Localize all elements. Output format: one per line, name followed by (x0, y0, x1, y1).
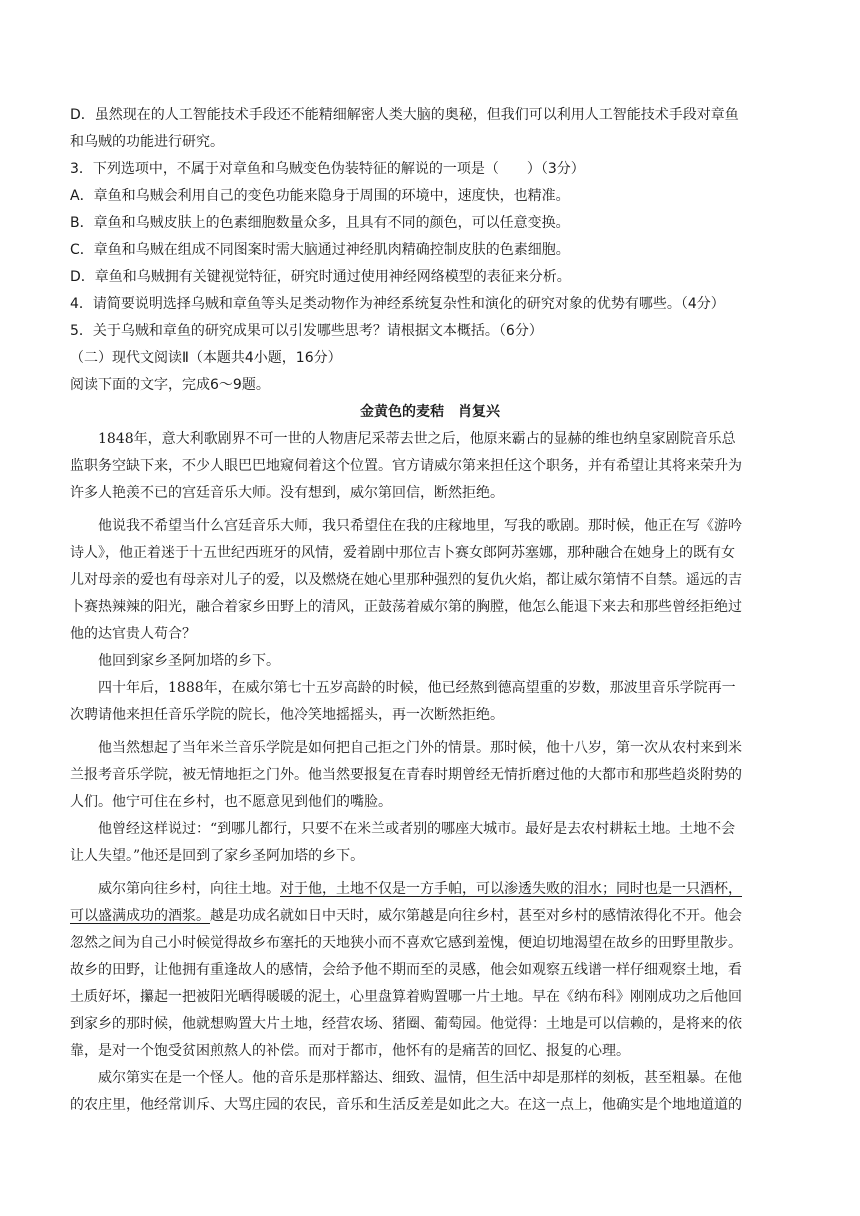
paragraph-7-line-6: 到家乡的那时候，他就想购置大片土地，经营农场、猪圈、葡萄园。他觉得：土地是可以信赖的，是将来的依 (70, 1016, 742, 1032)
paragraph-7-line-2 (70, 905, 792, 927)
paragraph-2-line-3: 儿对母亲的爱也有母亲对儿子的爱，以及燃烧在她心里那种强烈的复仇火焰，都让威尔第情不自禁。遥远的吉 (70, 572, 742, 588)
paragraph-1-line-3: 许多人艳羡不已的宫廷音乐大师。没有想到，威尔第回信，断然拒绝。 (70, 485, 504, 501)
paragraph-6-line-1: 他曾经这样说过：“到哪儿都行，只要不在米兰或者别的哪座大城市。最好是去农村耕耘土地。土地不会 (98, 821, 736, 837)
paragraph-6-line-2: 让人失望。”他还是回到了家乡圣阿加塔的乡下。 (70, 848, 365, 864)
paragraph-7-lead: 威尔第向往乡村，向往土地。 (98, 881, 280, 897)
paragraph-8-line-1: 威尔第实在是一个怪人。他的音乐是那样豁达、细致、温情，但生活中却是那样的刻板，甚至粗暴。在他 (98, 1070, 742, 1086)
q3-option-c: C．章鱼和乌贼在组成不同图案时需大脑通过神经肌肉精确控制皮肤的色素细胞。 (70, 242, 570, 258)
article-title: 金黄色的麦秸 肖复兴 (360, 404, 500, 420)
paragraph-7-line-4: 故乡的田野，让他拥有重逢故人的感情，会给予他不期而至的灵感，他会如观察五线谱一样仔细观察土地，看 (70, 962, 742, 978)
paragraph-2-line-1: 他说我不希望当什么宫廷音乐大师，我只希望住在我的庄稼地里，写我的歌剧。那时候，他正在写《游吟 (98, 518, 742, 534)
q2-option-d-line-2: 和乌贼的功能进行研究。 (70, 134, 224, 150)
paragraph-5-line-1: 他当然想起了当年米兰音乐学院是如何把自己拒之门外的情景。那时候，他十八岁，第一次从农村来到米 (98, 740, 742, 756)
q2-option-d-line-1: D．虽然现在的人工智能技术手段还不能精细解密人类大脑的奥秘，但我们可以利用人工智能技术手段对章鱼 (70, 107, 739, 123)
q3-stem: 3．下列选项中，不属于对章鱼和乌贼变色伪装特征的解说的一项是（ ）（3分） (70, 161, 585, 177)
paragraph-8-line-2: 的农庄里，他经常训斥、大骂庄园的农民，音乐和生活反差是如此之大。在这一点上，他确实是个地地道道的 (70, 1097, 742, 1113)
paragraph-7-line-3: 忽然之间为自己小时候觉得故乡布塞托的天地狭小而不喜欢它感到羞愧，便迫切地渴望在故乡的田野里散步。 (70, 935, 742, 951)
q3-option-a: A．章鱼和乌贼会利用自己的变色功能来隐身于周围的环境中，速度快，也精准。 (70, 188, 570, 204)
paragraph-2-line-2: 诗人》，他正着迷于十五世纪西班牙的风情，爱着剧中那位吉卜赛女郎阿苏塞娜，那种融合在她身上的既有女 (70, 545, 735, 561)
section-instruction: 阅读下面的文字，完成6～9题。 (70, 377, 270, 393)
paragraph-1-line-1: 1848年，意大利歌剧界不可一世的人物唐尼采蒂去世之后，他原来霸占的显赫的维也纳皇家剧院音乐总 (98, 431, 736, 447)
paragraph-7-line-7: 靠，是对一个饱受贫困煎熬人的补偿。而对于都市，他怀有的是痛苦的回忆、报复的心理。 (70, 1043, 630, 1059)
paragraph-7-line-5: 土质好坏，攥起一把被阳光晒得暖暖的泥土，心里盘算着购置哪一片土地。早在《纳布科》刚刚成功之后他回 (70, 989, 742, 1005)
paragraph-5-line-2: 兰报考音乐学院，被无情地拒之门外。他当然要报复在青春时期曾经无情折磨过他的大都市和那些趋炎附势的 (70, 767, 742, 783)
q4-stem: 4．请简要说明选择乌贼和章鱼等头足类动物作为神经系统复杂性和演化的研究对象的优势有哪些。（4分） (70, 296, 725, 312)
paragraph-4-line-1: 四十年后，1888年，在威尔第七十五岁高龄的时候，他已经熬到德高望重的岁数，那波里音乐学院再一 (98, 680, 736, 696)
paragraph-4-line-2: 次聘请他来担任音乐学院的院长，他冷笑地摇摇头，再一次断然拒绝。 (70, 707, 504, 723)
q3-option-b: B．章鱼和乌贼皮肤上的色素细胞数量众多，且具有不同的颜色，可以任意变换。 (70, 215, 570, 231)
paragraph-5-line-3: 人们。他宁可住在乡村，也不愿意见到他们的嘴脸。 (70, 794, 392, 810)
paragraph-7-line-1 (98, 878, 792, 900)
underlined-sentence-part-1: 对于他，土地不仅是一方手帕，可以渗透失败的泪水；同时也是一只酒杯， (280, 881, 742, 897)
q3-option-d: D．章鱼和乌贼拥有关键视觉特征，研究时通过使用神经网络模型的表征来分析。 (70, 269, 571, 285)
paragraph-3: 他回到家乡圣阿加塔的乡下。 (98, 653, 280, 669)
q5-stem: 5．关于乌贼和章鱼的研究成果可以引发哪些思考？请根据文本概括。（6分） (70, 323, 543, 339)
paragraph-1-line-2: 监职务空缺下来，不少人眼巴巴地窥伺着这个位置。官方请威尔第来担任这个职务，并有希望让其将来荣升为 (70, 458, 742, 474)
section-heading: （二）现代文阅读Ⅱ（本题共4小题，16分） (70, 350, 342, 366)
paragraph-2-line-4: 卜赛热辣辣的阳光，融合着家乡田野上的清风，正鼓荡着威尔第的胸膛，他怎么能退下来去和那些曾经拒绝过 (70, 599, 742, 615)
paragraph-7-continuation: 越是功成名就如日中天时，威尔第越是向往乡村，甚至对乡村的感情浓得化不开。他会 (210, 908, 742, 924)
underlined-sentence-part-2: 可以盛满成功的酒浆。 (70, 908, 210, 924)
paragraph-2-line-5: 他的达官贵人苟合？ (70, 626, 196, 642)
